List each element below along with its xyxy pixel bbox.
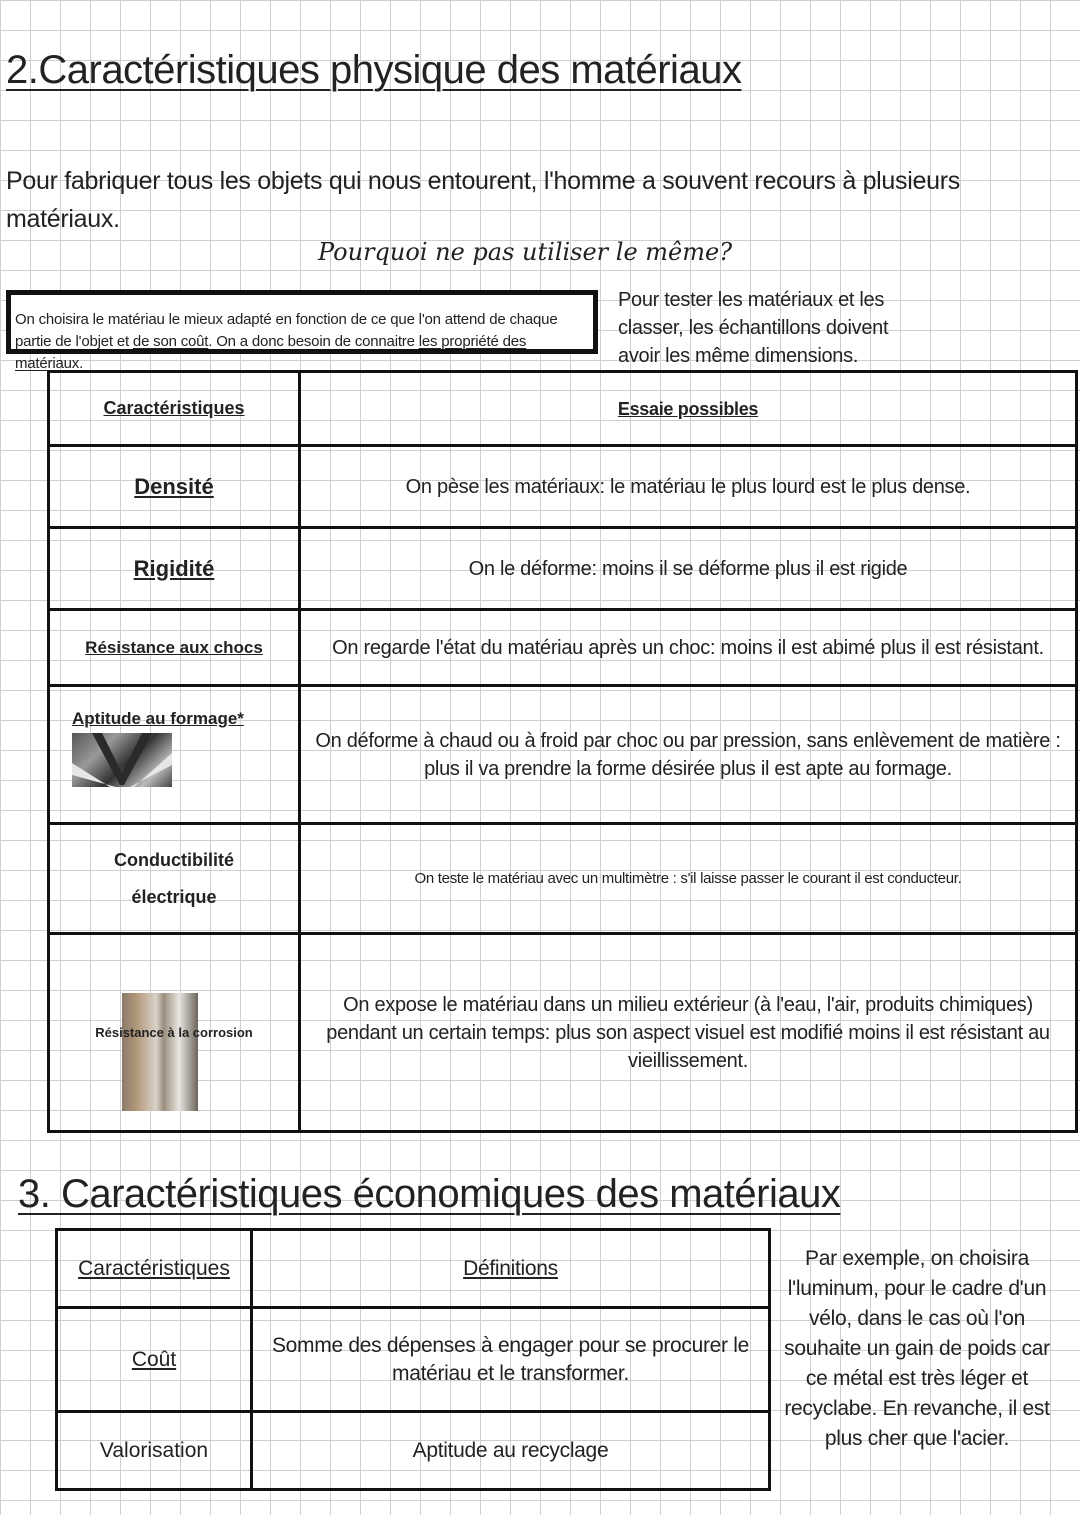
key-point-box — [6, 290, 598, 372]
eco-name-cost: Coût — [57, 1308, 252, 1412]
eco-definition-valorisation: Aptitude au recyclage — [252, 1412, 770, 1490]
property-test-corrosion: On expose le matériau dans un milieu extérieur (à l'eau, l'air, produits chimiques) pendant un certain temps: plus son aspect visuel est modifié moins il est résistant au vieillissement. — [300, 934, 1077, 1132]
col-header-tests: Essaie possibles — [300, 372, 1077, 446]
box-text-middle: . On a donc besoin de connaitre — [208, 333, 419, 350]
property-test-conductivity: On teste le matériau avec un multimètre : s'il laisse passer le courant il est conducteur. — [300, 824, 1077, 934]
question-text: Pourquoi ne pas utiliser le même? — [318, 238, 733, 266]
example-note: Par exemple, on choisira l'luminum, pour le cadre d'un vélo, dans le cas où l'on souhaite un gain de poids car ce métal est très léger et recyclabe. En revanche, il est plus cher que l'acier. — [784, 1247, 1050, 1450]
table-row — [57, 1412, 770, 1490]
property-cell-forming — [49, 686, 300, 824]
table-header-row — [49, 372, 1077, 446]
table-row — [49, 686, 1077, 824]
box-text-end: . — [79, 355, 84, 372]
eco-col-header-characteristics: Caractéristiques — [57, 1230, 252, 1308]
economic-properties-table — [55, 1228, 771, 1491]
property-test-rigidity: On le déforme: moins il se déforme plus il est rigide — [300, 528, 1077, 610]
table-row — [57, 1308, 770, 1412]
table-row — [49, 824, 1077, 934]
properties-underlined: les propriété des matériaux — [15, 333, 527, 372]
property-name-density: Densité — [49, 446, 300, 528]
intro-paragraph: Pour fabriquer tous les objets qui nous entourent, l'homme a souvent recours à plusieurs matériaux. — [6, 167, 960, 233]
physical-properties-table — [47, 370, 1078, 1133]
cost-underlined: de son coût — [132, 333, 209, 350]
eco-name-valorisation: Valorisation — [57, 1412, 252, 1490]
corrosion-photo — [122, 993, 198, 1111]
table-row — [49, 528, 1077, 610]
property-name-shock: Résistance aux chocs — [49, 610, 300, 686]
property-name-corrosion: Résistance à la corrosion — [95, 1025, 253, 1040]
col-header-characteristics: Caractéristiques — [49, 372, 300, 446]
conductivity-line-2: électrique — [131, 886, 217, 907]
property-test-shock: On regarde l'état du matériau après un choc: moins il est abimé plus il est résistant. — [300, 610, 1077, 686]
property-name-conductivity — [49, 824, 300, 934]
side-note: Pour tester les matériaux et les classer, les échantillons doivent avoir les même dimensions. — [618, 289, 889, 367]
property-test-forming: On déforme à chaud ou à froid par choc ou par pression, sans enlèvement de matière : plus il va prendre la forme désirée plus il est apte au formage. — [300, 686, 1077, 824]
property-name-rigidity: Rigidité — [49, 528, 300, 610]
section-3-title: 3. Caractéristiques économiques des matériaux — [18, 1172, 841, 1216]
property-name-forming: Aptitude au formage* — [72, 709, 244, 728]
eco-definition-cost: Somme des dépenses à engager pour se procurer le matériau et le transformer. — [252, 1308, 770, 1412]
section-2-title: 2.Caractéristiques physique des matériaux — [6, 48, 742, 92]
eco-col-header-definitions: Définitions — [252, 1230, 770, 1308]
table-row — [49, 446, 1077, 528]
property-cell-corrosion — [49, 934, 300, 1132]
property-test-density: On pèse les matériaux: le matériau le plus lourd est le plus dense. — [300, 446, 1077, 528]
conductivity-line-1: Conductibilité — [114, 849, 234, 870]
bending-photo — [72, 733, 172, 787]
table-row — [49, 610, 1077, 686]
box-text-before: On choisira le matériau le mieux adapté en fonction de ce que l'on attend de chaque partie de l'objet et — [15, 311, 558, 350]
table-row — [49, 934, 1077, 1132]
table-header-row — [57, 1230, 770, 1308]
